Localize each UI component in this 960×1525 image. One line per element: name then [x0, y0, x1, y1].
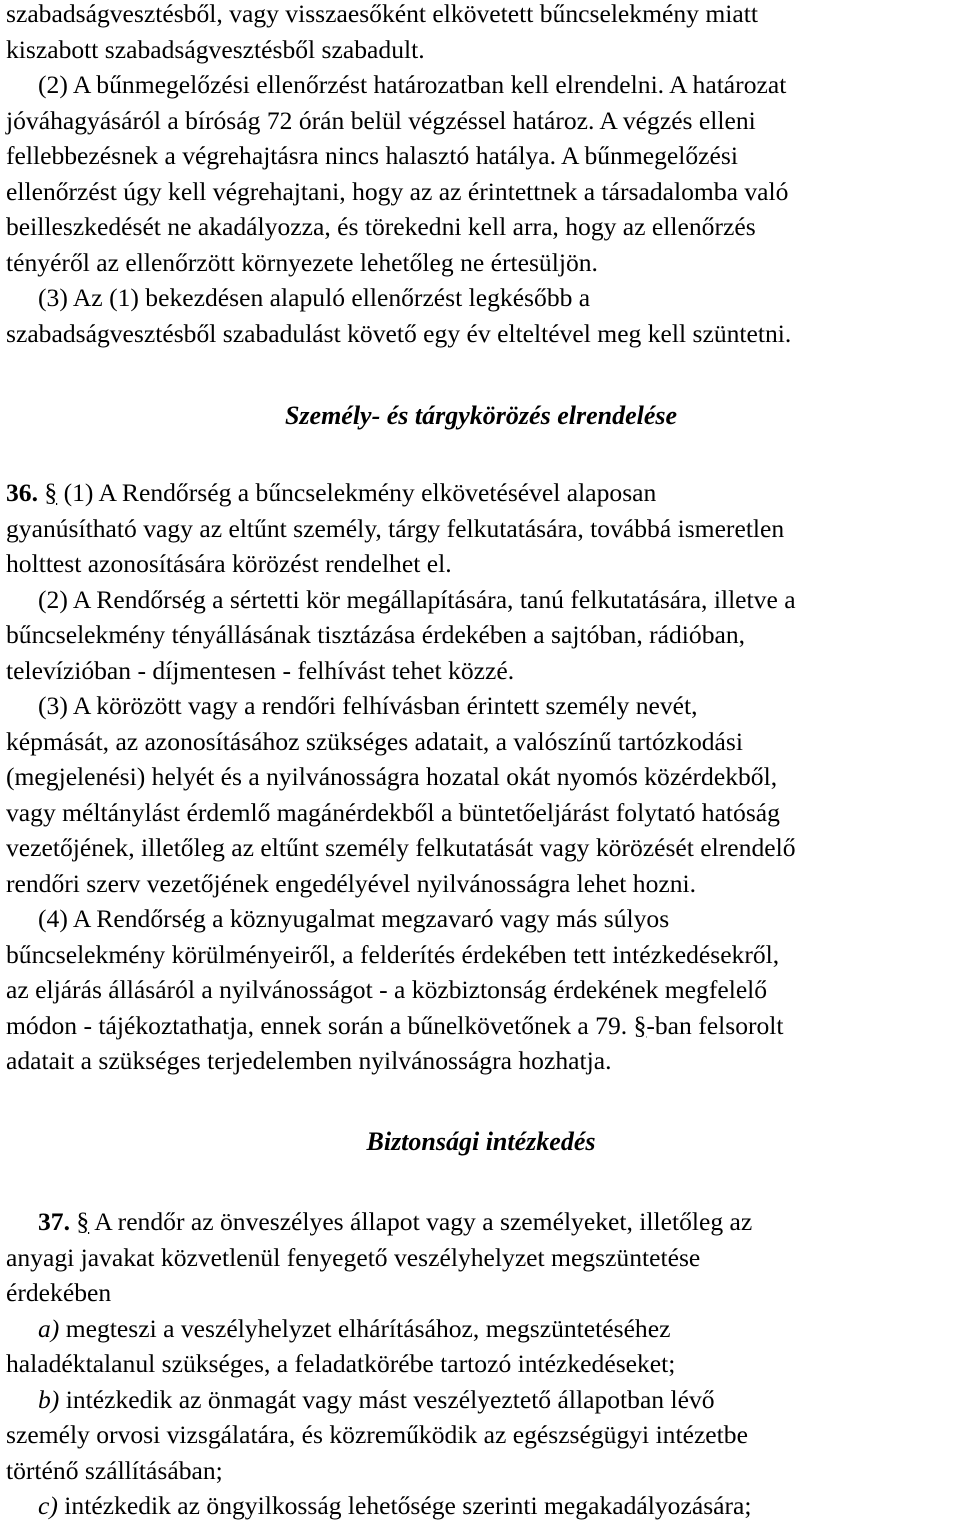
paragraph-sign: § — [76, 1207, 90, 1236]
text-line: anyagi javakat közvetlenül fenyegető veszélyhelyzet megszüntetése — [6, 1242, 701, 1272]
text-line: televízióban - díjmentesen - felhívást tehet közzé. — [6, 655, 515, 685]
text-line: (1) A Rendőrség a bűncselekmény elkövetésével alaposan — [63, 478, 657, 507]
section-36 — [6, 475, 956, 1079]
section-37 — [6, 1204, 956, 1524]
section-35-tail — [6, 0, 956, 351]
text-line: adatait a szükséges terjedelemben nyilvánosságra hozhatja. — [6, 1046, 612, 1075]
text-line: rendőri szerv vezetőjének engedélyével nyilvánosságra lehet hozni. — [6, 868, 697, 898]
text-line: személy orvosi vizsgálatára, és közreműködik az egészségügyi intézetbe — [6, 1420, 748, 1449]
text-line: intézkedik az önmagát vagy mást veszélyeztető állapotban lévő — [65, 1384, 715, 1414]
text-line: (3) Az (1) bekezdésen alapuló ellenőrzést legkésőbb a — [38, 283, 591, 312]
text-line: jóváhagyásáról a bíróság 72 órán belül végzéssel határoz. A végzés elleni — [6, 105, 756, 135]
text-line: beilleszkedését ne akadályozza, és törekedni kell arra, hogy az ellenőrzés — [6, 212, 756, 241]
text-line: (2) A Rendőrség a sértetti kör megállapítására, tanú felkutatására, illetve a — [38, 584, 796, 614]
text-line: bűncselekmény tényállásának tisztázása érdekében a sajtóban, rádióban, — [6, 620, 746, 649]
text-line: (4) A Rendőrség a köznyugalmat megzavaró vagy más súlyos — [38, 904, 670, 933]
text-line: (2) A bűnmegelőzési ellenőrzést határozatban kell elrendelni. A határozat — [38, 70, 787, 99]
text-line: intézkedik az öngyilkosság lehetősége szerinti megakadályozására; — [64, 1491, 752, 1520]
text-line: szabadságvesztésből szabadulást követő egy év elteltével meg kell szüntetni. — [6, 318, 792, 348]
section-number: 36. — [6, 478, 38, 507]
text-line: szabadságvesztésből, vagy visszaesőként elkövetett bűncselekmény miatt — [6, 0, 758, 28]
text-line: vagy méltánylást érdemlő magánérdekből a büntetőeljárást folytató hatóság — [6, 797, 780, 827]
text-line: vezetőjének, illetőleg az eltűnt személy felkutatását vagy körözését elrendelő — [6, 833, 796, 862]
text-line: (3) A körözött vagy a rendőri felhívásban érintett személy nevét, — [38, 691, 698, 720]
text-line: (megjelenési) helyét és a nyilvánosságra hozatal okát nyomós közérdekből, — [6, 762, 778, 791]
text-line: módon - tájékoztathatja, ennek során a bűnelkövetőnek a 79. — [6, 1010, 628, 1040]
paragraph-sign: § — [44, 478, 58, 507]
list-label: b) — [38, 1384, 60, 1414]
text-line: képmását, az azonosításához szükséges adatait, a valószínű tartózkodási — [6, 726, 743, 756]
text-line: történő szállításában; — [6, 1455, 223, 1485]
text-line: megteszi a veszélyhelyzet elhárításához, megszüntetéséhez — [65, 1313, 671, 1343]
text-line: tényéről az ellenőrzött környezete lehetőleg ne értesüljön. — [6, 247, 598, 277]
text-line: A rendőr az önveszélyes állapot vagy a személyeket, illetőleg az — [94, 1207, 753, 1236]
text-line: -ban felsorolt — [646, 1010, 784, 1040]
text-line: bűncselekmény körülményeiről, a felderítés érdekében tett intézkedésekről, — [6, 939, 780, 969]
text-line: érdekében — [6, 1278, 112, 1307]
list-label: a) — [38, 1313, 60, 1343]
list-label: c) — [38, 1491, 58, 1520]
text-line: gyanúsítható vagy az eltűnt személy, tárgy felkutatására, továbbá ismeretlen — [6, 513, 785, 543]
section-heading: Személy- és tárgykörözés elrendelése — [284, 401, 678, 430]
paragraph-sign: § — [633, 1010, 647, 1040]
text-line: fellebbezésnek a végrehajtásra nincs halasztó hatálya. A bűnmegelőzési — [6, 141, 738, 170]
section-heading: Biztonsági intézkedés — [366, 1127, 596, 1156]
section-number: 37. — [38, 1207, 70, 1236]
text-line: haladéktalanul szükséges, a feladatkörébe tartozó intézkedéseket; — [6, 1349, 676, 1378]
text-line: az eljárás állásáról a nyilvánosságot - a közbiztonság érdekének megfelelő — [6, 975, 768, 1004]
text-line: kiszabott szabadságvesztésből szabadult. — [6, 34, 425, 64]
text-line: holttest azonosítására körözést rendelhet el. — [6, 549, 452, 578]
text-line: ellenőrzést úgy kell végrehajtani, hogy az az érintettnek a társadalomba való — [6, 176, 789, 206]
